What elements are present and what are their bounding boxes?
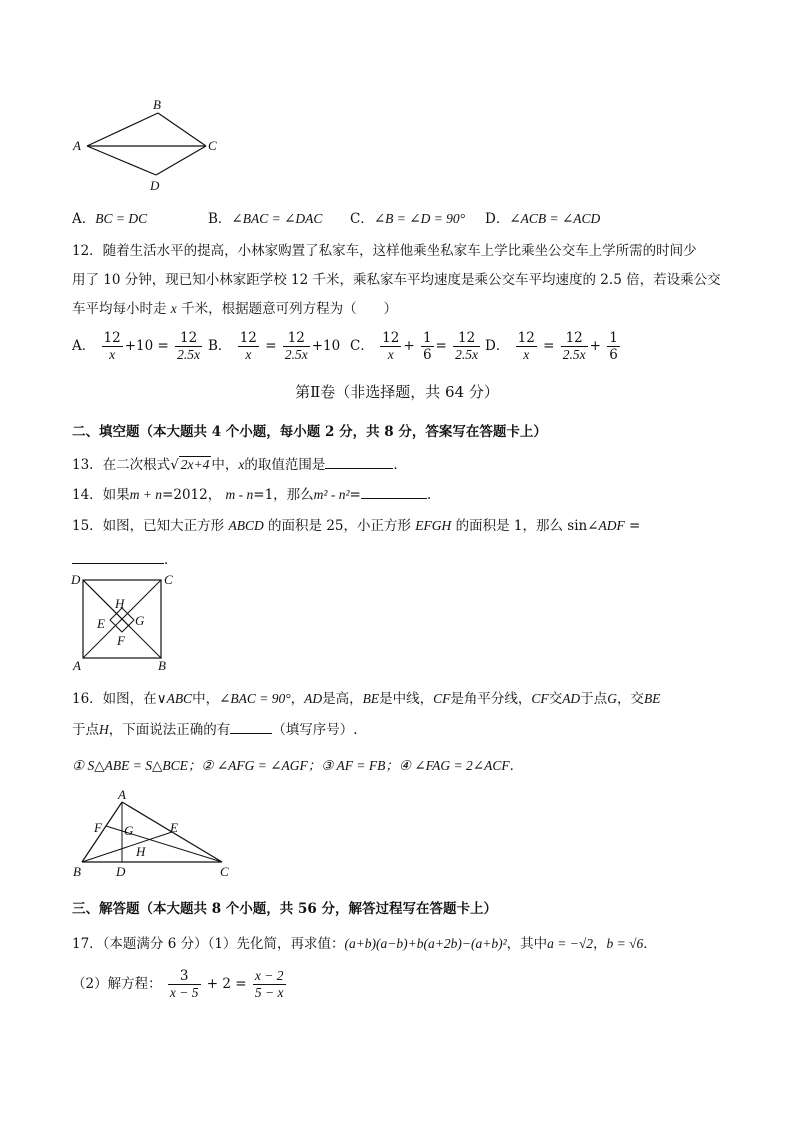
q11-option-c: C．∠B = ∠D = 90° — [350, 211, 466, 227]
q15-answer-line: ． — [72, 548, 178, 568]
fig16-label-a: A — [118, 788, 126, 802]
q17-part2: （2）解方程： $\frac{3}{x - 5}$ + 2 = $\frac{x - 2}{5 - x}$ — [72, 968, 284, 1000]
q11-option-a: A．BC = DC — [72, 211, 148, 227]
q14-answer-blank[interactable] — [361, 486, 427, 499]
fig11-label-b: B — [153, 97, 161, 112]
fig15-label-g: G — [135, 613, 145, 628]
part2-title: 第Ⅱ卷（非选择题，共 64 分） — [295, 383, 499, 401]
q16-line1: 16．如图，在∨ABC中，∠BAC = 90°，AD是高，BE是中线，CF是角平分线，CF交AD于点G，交BE — [72, 691, 661, 707]
figure-q15-squares — [68, 570, 178, 675]
fig11-label-a: A — [73, 138, 81, 153]
figure-q16-triangle — [70, 788, 240, 880]
fig15-label-b: B — [158, 658, 166, 673]
q12-line1: 12．随着生活水平的提高，小林家购置了私家车，这样他乘坐私家车上学比乘坐公交车上学所需的时间少 — [72, 243, 697, 259]
q14-line: 14．如果m + n=2012， m - n=1，那么m² - n²= . — [72, 487, 432, 503]
q13-line: 13．在二次根式√ 2x+4 中，x的取值范围是 ． — [72, 457, 407, 473]
fig16-label-d: D — [116, 864, 126, 879]
q13-answer-blank[interactable] — [325, 456, 393, 469]
fig15-label-f: F — [117, 633, 125, 648]
q11-option-b: B．∠BAC = ∠DAC — [208, 211, 323, 227]
fig15-label-h: H — [115, 596, 125, 611]
fig16-label-b: B — [73, 864, 81, 879]
fig15-label-a: A — [73, 658, 81, 673]
q15-line: 15．如图，已知大正方形 ABCD 的面积是 25，小正方形 EFGH 的面积是 1，那么 sin∠ADF = — [72, 518, 641, 534]
q16-statements: ① S△ABE = S△BCE；② ∠AFG = ∠AGF；③ AF = FB；④ ∠FAG = 2∠ACF． — [72, 758, 524, 774]
fig16-label-c: C — [220, 864, 229, 879]
fig16-label-f: F — [94, 820, 102, 835]
q16-answer-blank[interactable] — [230, 721, 272, 734]
q12-option-d: D． $\frac{12}{x}$ = $\frac{12}{2.5x}$ + $\frac{1}{6}$ — [485, 330, 618, 363]
q16-line2: 于点H，下面说法正确的有 （填写序号）. — [72, 722, 358, 738]
q12-option-a: A． $\frac{12}{x}$ +10 = $\frac{12}{2.5x}$ — [72, 330, 201, 362]
section3-heading: 三、解答题（本大题共 8 个小题，共 56 分，解答过程写在答题卡上） — [72, 901, 497, 917]
figure-q11-kite — [70, 95, 230, 195]
fig16-label-h: H — [136, 844, 146, 859]
q12-line3: 车平均每小时走 x 千米，根据题意可列方程为（ ） — [72, 301, 398, 317]
q12-line2: 用了 10 分钟，现已知小林家距学校 12 千米，乘私家车平均速度是乘公交车平均速度的 2.5 倍，若设乘公交 — [72, 272, 721, 288]
fig16-label-g: G — [124, 823, 134, 838]
q15-answer-blank[interactable] — [72, 551, 164, 564]
q17-part1: 17．（本题满分 6 分）（1）先化简，再求值：(a+b)(a−b)+b(a+2b)−(a+b)²，其中a = −√2，b = √6． — [72, 936, 657, 952]
fig11-label-d: D — [150, 178, 160, 193]
fig15-label-e: E — [97, 616, 105, 631]
q12-option-b: B． $\frac{12}{x}$ = $\frac{12}{2.5x}$ +10 — [208, 330, 341, 362]
q11-option-d: D．∠ACB = ∠ACD — [485, 211, 601, 227]
fig15-label-c: C — [164, 572, 173, 587]
fig15-label-d: D — [71, 572, 81, 587]
fig16-label-e: E — [170, 820, 178, 835]
q12-option-c: C． $\frac{12}{x}$ + $\frac{1}{6}$ = $\frac{12}{2.5x}$ — [350, 330, 479, 363]
fig11-label-c: C — [208, 138, 217, 153]
section2-heading: 二、填空题（本大题共 4 个小题，每小题 2 分，共 8 分，答案写在答题卡上） — [72, 424, 547, 440]
